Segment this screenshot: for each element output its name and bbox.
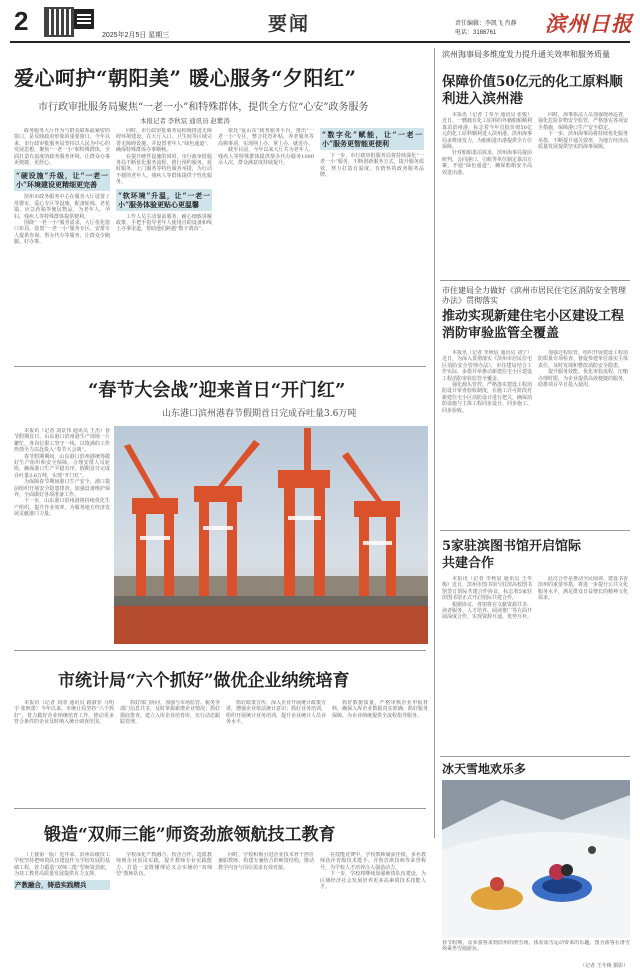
skills-paragraph: 下一步，学校将继续加强师资队伍建设，为区域经济社会发展培养更多高素质技术技能人才。 [320,871,426,891]
qr-code-icon [44,7,74,37]
lead-paragraph: 截至目前，今年以来大厅共为老年人、残疾人等特殊群体提供帮办代办服务1000余人次，群众满意度持续提升。 [218,147,314,167]
port-paragraph: 同时，海事执法人员加强现场巡查，强化危险货物安全监管，严格落实各项安全措施，保障港口生产安全稳定。 [538,112,628,131]
skills-title: 锻造“双师三能”师资劲旅领航技工教育 [44,825,336,845]
fire-kicker: 市住建局全力做好《滨州市居民住宅区消防安全管理办法》贯彻落实 [442,286,626,305]
spring-subtitle: 山东港口滨州港春节假期首日完成吞吐量3.6万吨 [162,409,357,419]
lead-title: 爱心呵护“朝阳美” 暖心服务“夕阳红” [14,66,357,90]
issue-date: 2025年2月5日 星期三 [102,32,170,39]
fire-paragraph: 本报讯（记者 李秋宸 通讯员 刘宁）近日，为深入贯彻落实《滨州市居民住宅区消防安全管理办法》，市住建局结合工作实际，多措并举推动新建住宅小区建设工程消防审验监管全覆盖。 [442,350,532,382]
lead-paragraph: 政务服务大厅作为与群众联系最紧密的窗口，是反映政府形象的重要窗口。今年以来，市行政审批服务局坚持以人民为中心的发展思想，聚焦“一老一小”和特殊群体，全面打造有温度的政务服务环境，让群众办事更便捷、更舒心。 [14,128,110,167]
spring-paragraph: 下一步，山东港口滨州港将持续优化生产组织，提升作业效率，为服务地方经济发展贡献港口力量。 [14,498,110,518]
port-cranes-photo [114,426,428,644]
stats-paragraph: 抓好部门协同，加强与市场监管、税务等部门信息共享，及时掌握新增企业情况；抓好摸底排查，建立入库企业培育库，实行动态跟踪管理。 [120,700,220,726]
lead-paragraph: 工作人员主动靠前服务，耐心细致讲解政策，手把手指导老年人使用自助设备和线上办事渠道，帮助他们跨越“数字鸿沟”。 [116,213,212,233]
skills-subhead: 产教融合，铸造实践精兵 [14,880,110,890]
lead-subhead: “硬设施”升级，让“一老一小”环境建设更精细更完善 [16,171,108,190]
port-paragraph: 针对船舶靠泊需求，滨州海事局提前研判，会同港口、引航等单位制定靠泊方案，开通“绿色通道”，确保船舶安全高效进出港。 [442,150,532,176]
port-paragraph: 本报讯（记者 丁奉全 通讯员 张俊）近日，一艘载有化工原料的外籍船舶顺利靠泊滨州港，标志着今年首批价值50亿元的化工原料顺利进入滨州港。滨州海事局多维度发力，为船舶进出港提供全方位保障。 [442,112,532,151]
snow-credit: （记者 王冬梅 摄影） [580,963,629,969]
snow-title: 冰天雪地欢乐多 [442,762,527,776]
lead-subtitle: 市行政审批服务局聚焦“一老一小”和特殊群体，提供全方位“心安”政务服务 [38,102,369,113]
section-title: 要闻 [268,13,311,35]
skills-paragraph: （上接第一版）近年来，滨州高级技工学校坚持把师资队伍建设作为学校发展的基础工程，着力锻造“双师三能”型师资劲旅，为技工教育高质量发展提供有力支撑。 [14,852,110,878]
paper-logo: 滨州日报 [545,11,633,36]
spring-paragraph: 为保障春节期间港口生产安全，港口提前组织开展安全隐患排查，加强设备维护保养，全面做好各项准备工作。 [14,479,110,499]
library-title: 5家驻滨图书馆开启馆际共建合作 [442,539,582,571]
skills-paragraph: 同时，学校积极引进企业技术骨干担任兼职教师，构建专兼结合的师资结构，推动教学内容与岗位需求有效对接。 [218,852,314,871]
snow-photo [442,780,630,938]
fire-paragraph: 加强过程监管。组织开展建设工程消防质量专项检查，督促参建单位落实主体责任，及时发现和整改消防安全隐患。 [538,350,628,369]
stats-paragraph: 抓好政策宣传，深入企业开展统计政策宣讲，增强企业依法统计意识；抓好业务培训，组织开展统计业务培训，提升企业统计人员业务水平。 [226,700,326,726]
skills-paragraph: 学校深化产教融合、校企合作，选派教师到企业顶岗实践，提升教师专业实践能力，打造一支既懂理论又会实操的“双师型”教师队伍。 [116,852,212,878]
stats-paragraph: 本报讯（记者 刘清 通讯员 路淑菲 马明宇 张秋蕾）今年以来，市统计局坚持“六个抓好”，着力做好企业纳统培育工作，推动更多符合条件的企业及时纳入统计调查范围。 [14,700,114,726]
spring-title: “春节大会战”迎来首日“开门红” [88,380,346,401]
port-kicker: 滨州海事局多维度发力提升通关效率和服务质量 [442,50,610,59]
stats-paragraph: 抓好数据质量，严格审核企业申报材料，确保入库企业数据真实准确；抓好服务保障，为企业纳统提供全流程指导服务。 [332,700,428,719]
spring-paragraph: 本报讯（记者 刘景伟 通讯员 王杰）春节假期首日，山东港口滨州港生产现场一片繁忙，各岗位职工坚守一线，以饱满的工作热情全力以赴投入“春节大会战”。 [14,428,110,454]
masthead [0,0,640,44]
lead-subhead: “软环境”升温，让“一老一小”服务体验更贴心更温馨 [118,190,210,209]
lead-paragraph: 依托“爱山东”政务服务平台，推出“一老一小”专区，整合托育补贴、养老服务等高频事项，实现网上办、掌上办、就近办。 [218,128,314,147]
snow-caption: 春节假期，众多游客来到滨州的滑雪场，体验冰雪运动带来的乐趣。图为游客在滑雪场乘坐雪圈游玩。 [442,940,630,953]
lead-subhead: “数字化”赋能，让“一老一小”服务更智能更便利 [322,130,422,148]
library-paragraph: 此次合作是推动全民阅读、建设书香滨州的重要举措，将进一步提升公共文化服务水平，满足群众日益增长的精神文化需求。 [538,576,628,602]
lead-paragraph: 下一步，市行政审批服务局将持续深化“一老一小”服务，不断创新服务方式，提升服务质效，努力打造有温度、有情怀的政务服务品牌。 [320,153,424,179]
stats-title: 市统计局“六个抓好”做优企业纳统培育 [58,671,350,691]
library-paragraph: 本报讯（记者 李秋宸 通讯员 王冬梅）近日，滨州市图书馆与驻滨高校图书馆签订馆际共建合作协议，标志着5家驻滨图书馆正式开启馆际共建合作。 [442,576,532,602]
fire-paragraph: 提升服务效能。优化审验流程，压缩办理时限，为企业提供高效便捷的服务，助推项目早日投入使用。 [538,369,628,389]
lead-paragraph: 滨州市政务服务中心在服务大厅设置了母婴室、爱心专区等设施，配备轮椅、老花镜、应急药箱等便民物品，为老年人、孕妇、残疾人等特殊群体提供便利。 [14,194,110,220]
editor-line: 责任编辑：李凯飞 肖静 [455,21,517,27]
library-paragraph: 根据协议，各馆将在文献资源共享、读者服务、人才培养、阅读推广等方面开展深度合作，实现资源互通、优势互补。 [442,601,532,621]
skills-paragraph: 在技能竞赛中，学校教师屡获佳绩，多名教师获评省级技术能手、齐鲁首席技师等荣誉称号，为学校人才培养注入强劲动力。 [320,852,426,871]
phone-line: 电话：3186761 [455,30,497,36]
lead-byline: 本报记者 李秋宸 通讯员 赵紫涛 [140,118,230,125]
port-paragraph: 下一步，滨州海事局将持续优化服务举措，不断提升通关效率，为地方经济高质量发展提供坚实的海事保障。 [538,131,628,151]
lead-paragraph: 同时，市行政审批服务局积极推进无障碍环境建设，在大厅入口、卫生间等区域完善无障碍设施，并设置老年人“绿色通道”，确保特殊群体办事顺畅。 [116,128,212,154]
fire-paragraph: 强化源头管控。严格落实建设工程消防设计审查验收制度，在施工许可阶段对新建住宅小区消防设计进行把关，确保消防设施与主体工程同步设计、同步施工、同步验收。 [442,382,532,414]
page-number: 2 [14,6,29,36]
lead-paragraph: 在提升硬件设施的同时，市行政审批服务局不断优化服务流程，推行预约服务、延时服务、上门服务等特色服务举措，为行动不便的老年人、残疾人等群体提供个性化服务。 [116,153,212,186]
fire-title: 推动实现新建住宅小区建设工程消防审验监管全覆盖 [442,309,625,341]
port-title: 保障价值50亿元的化工原料顺利进入滨州港 [442,74,623,107]
qr-code-icon [74,9,94,29]
spring-paragraph: 春节假期期间，山东港口滨州港统筹做好生产组织和安全保障，合理安排人员轮班，确保港口生产平稳有序，假期首日完成吞吐量3.6万吨，实现“开门红”。 [14,453,110,479]
lead-paragraph: 围绕“一老一小”服务需求，大厅优化窗口布局，设置“一老一小”服务专区，安排专人提供咨询、帮办代办等服务，让群众少跑腿、好办事。 [14,220,110,246]
